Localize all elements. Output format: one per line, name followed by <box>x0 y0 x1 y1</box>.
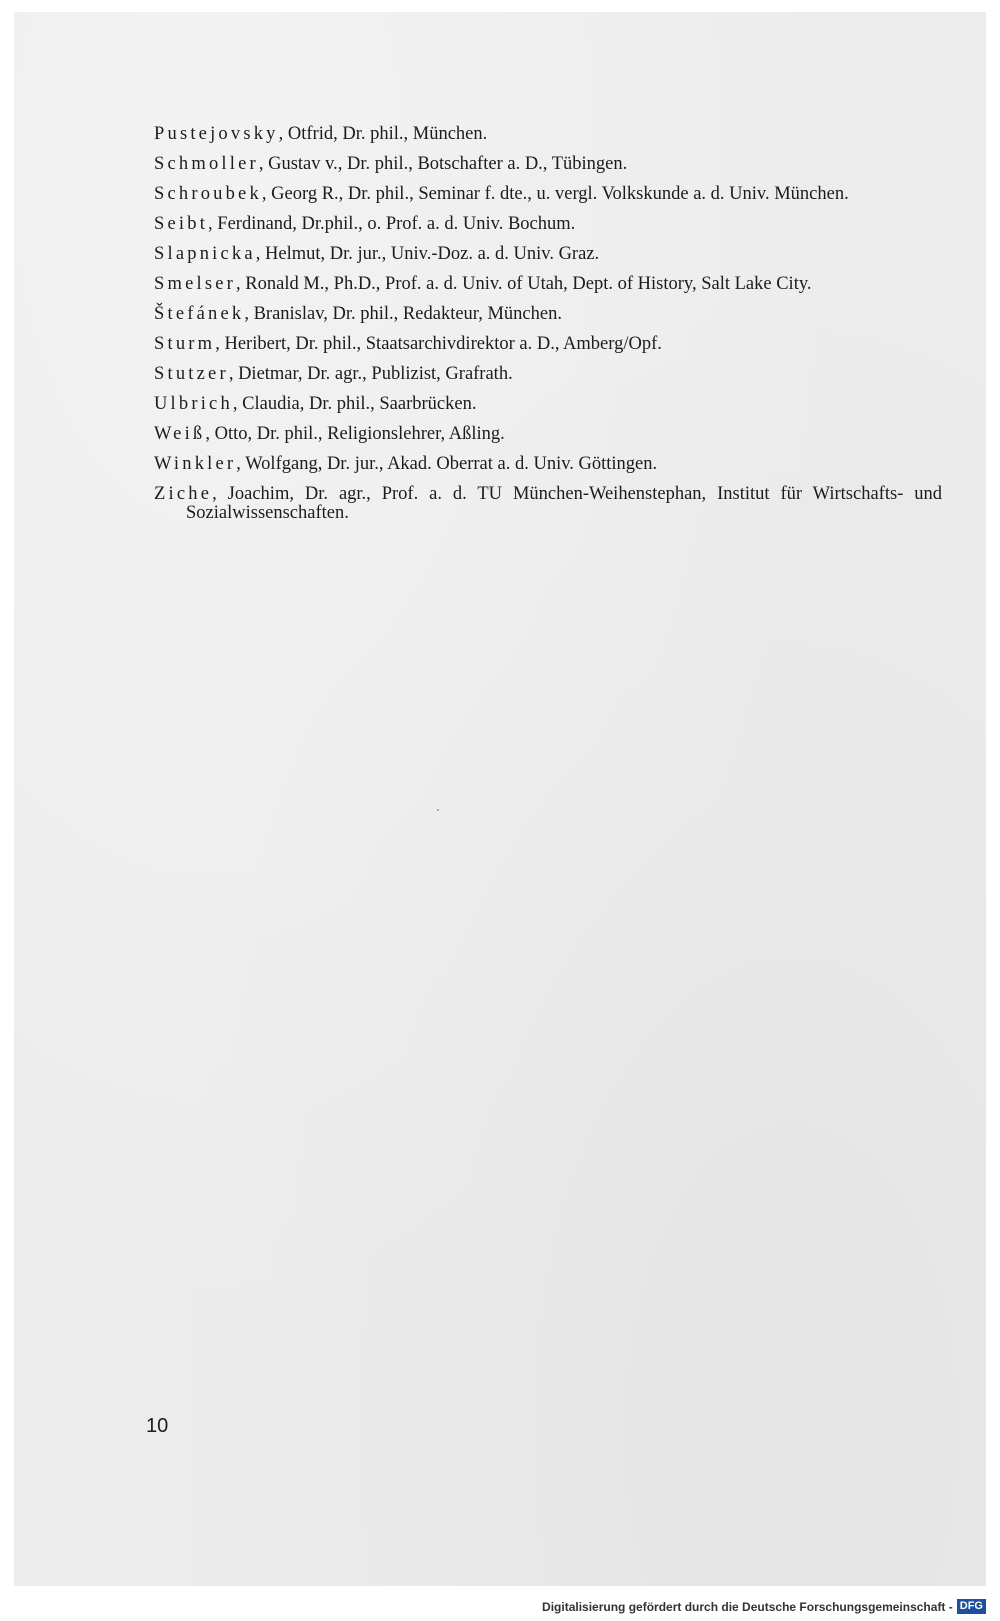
list-item <box>154 275 942 294</box>
entry-surname: Schmoller <box>154 154 259 174</box>
entry-surname: Ulbrich <box>154 394 233 414</box>
list-item <box>154 245 942 264</box>
entry-details: , Claudia, Dr. phil., Saarbrücken. <box>232 394 477 414</box>
digitization-footer <box>542 1599 986 1614</box>
entry-details: , Georg R., Dr. phil., Seminar f. dte., u. vergl. Volkskunde a. d. Univ. München. <box>261 184 849 204</box>
entry-details: , Heribert, Dr. phil., Staatsarchivdirektor a. D., Amberg/Opf. <box>215 334 662 354</box>
list-item <box>154 395 942 414</box>
list-item <box>154 125 942 144</box>
dfg-logo-icon: DFG <box>957 1599 986 1614</box>
entry-surname: Stutzer <box>154 364 229 384</box>
list-item <box>154 155 942 174</box>
page-number: 10 <box>146 1415 169 1437</box>
entry-surname: Smelser <box>154 274 237 294</box>
entry-details: , Otto, Dr. phil., Religionslehrer, Aßling. <box>205 424 505 444</box>
entry-details: , Dietmar, Dr. agr., Publizist, Grafrath. <box>228 364 513 384</box>
footer-credit-text: Digitalisierung gefördert durch die Deutsche Forschungsgemeinschaft - <box>542 1599 953 1614</box>
list-item <box>154 305 942 324</box>
entry-details: , Joachim, Dr. agr., Prof. a. d. TU München-Weihenstephan, Institut für Wirtschafts- und Sozialwissenschaften. <box>186 484 942 523</box>
list-item <box>154 185 942 204</box>
entry-details: , Branislav, Dr. phil., Redakteur, München. <box>244 304 562 324</box>
entry-details: , Otfrid, Dr. phil., München. <box>278 124 488 144</box>
entry-details: , Wolfgang, Dr. jur., Akad. Oberrat a. d. Univ. Göttingen. <box>236 454 658 474</box>
list-item <box>154 335 942 354</box>
entry-surname: Pustejovsky <box>154 124 279 144</box>
scan-speck <box>437 809 439 811</box>
entry-surname: Slapnicka <box>154 244 256 264</box>
list-item <box>154 215 942 234</box>
list-item <box>154 455 942 474</box>
entry-surname: Sturm <box>154 334 216 354</box>
entry-details: , Gustav v., Dr. phil., Botschafter a. D., Tübingen. <box>258 154 628 174</box>
entry-surname: Štefánek <box>154 304 245 324</box>
list-item <box>154 425 942 444</box>
contributor-list <box>154 125 942 534</box>
entry-surname: Ziche <box>154 484 213 504</box>
entry-surname: Weiß <box>154 424 206 444</box>
scanned-page <box>14 12 986 1586</box>
entry-details: , Ferdinand, Dr.phil., o. Prof. a. d. Univ. Bochum. <box>208 214 576 234</box>
list-item <box>154 485 942 523</box>
entry-surname: Seibt <box>154 214 209 234</box>
entry-details: , Helmut, Dr. jur., Univ.-Doz. a. d. Univ. Graz. <box>255 244 600 264</box>
entry-details: , Ronald M., Ph.D., Prof. a. d. Univ. of Utah, Dept. of History, Salt Lake City. <box>236 274 812 294</box>
list-item <box>154 365 942 384</box>
entry-surname: Schroubek <box>154 184 262 204</box>
entry-surname: Winkler <box>154 454 237 474</box>
